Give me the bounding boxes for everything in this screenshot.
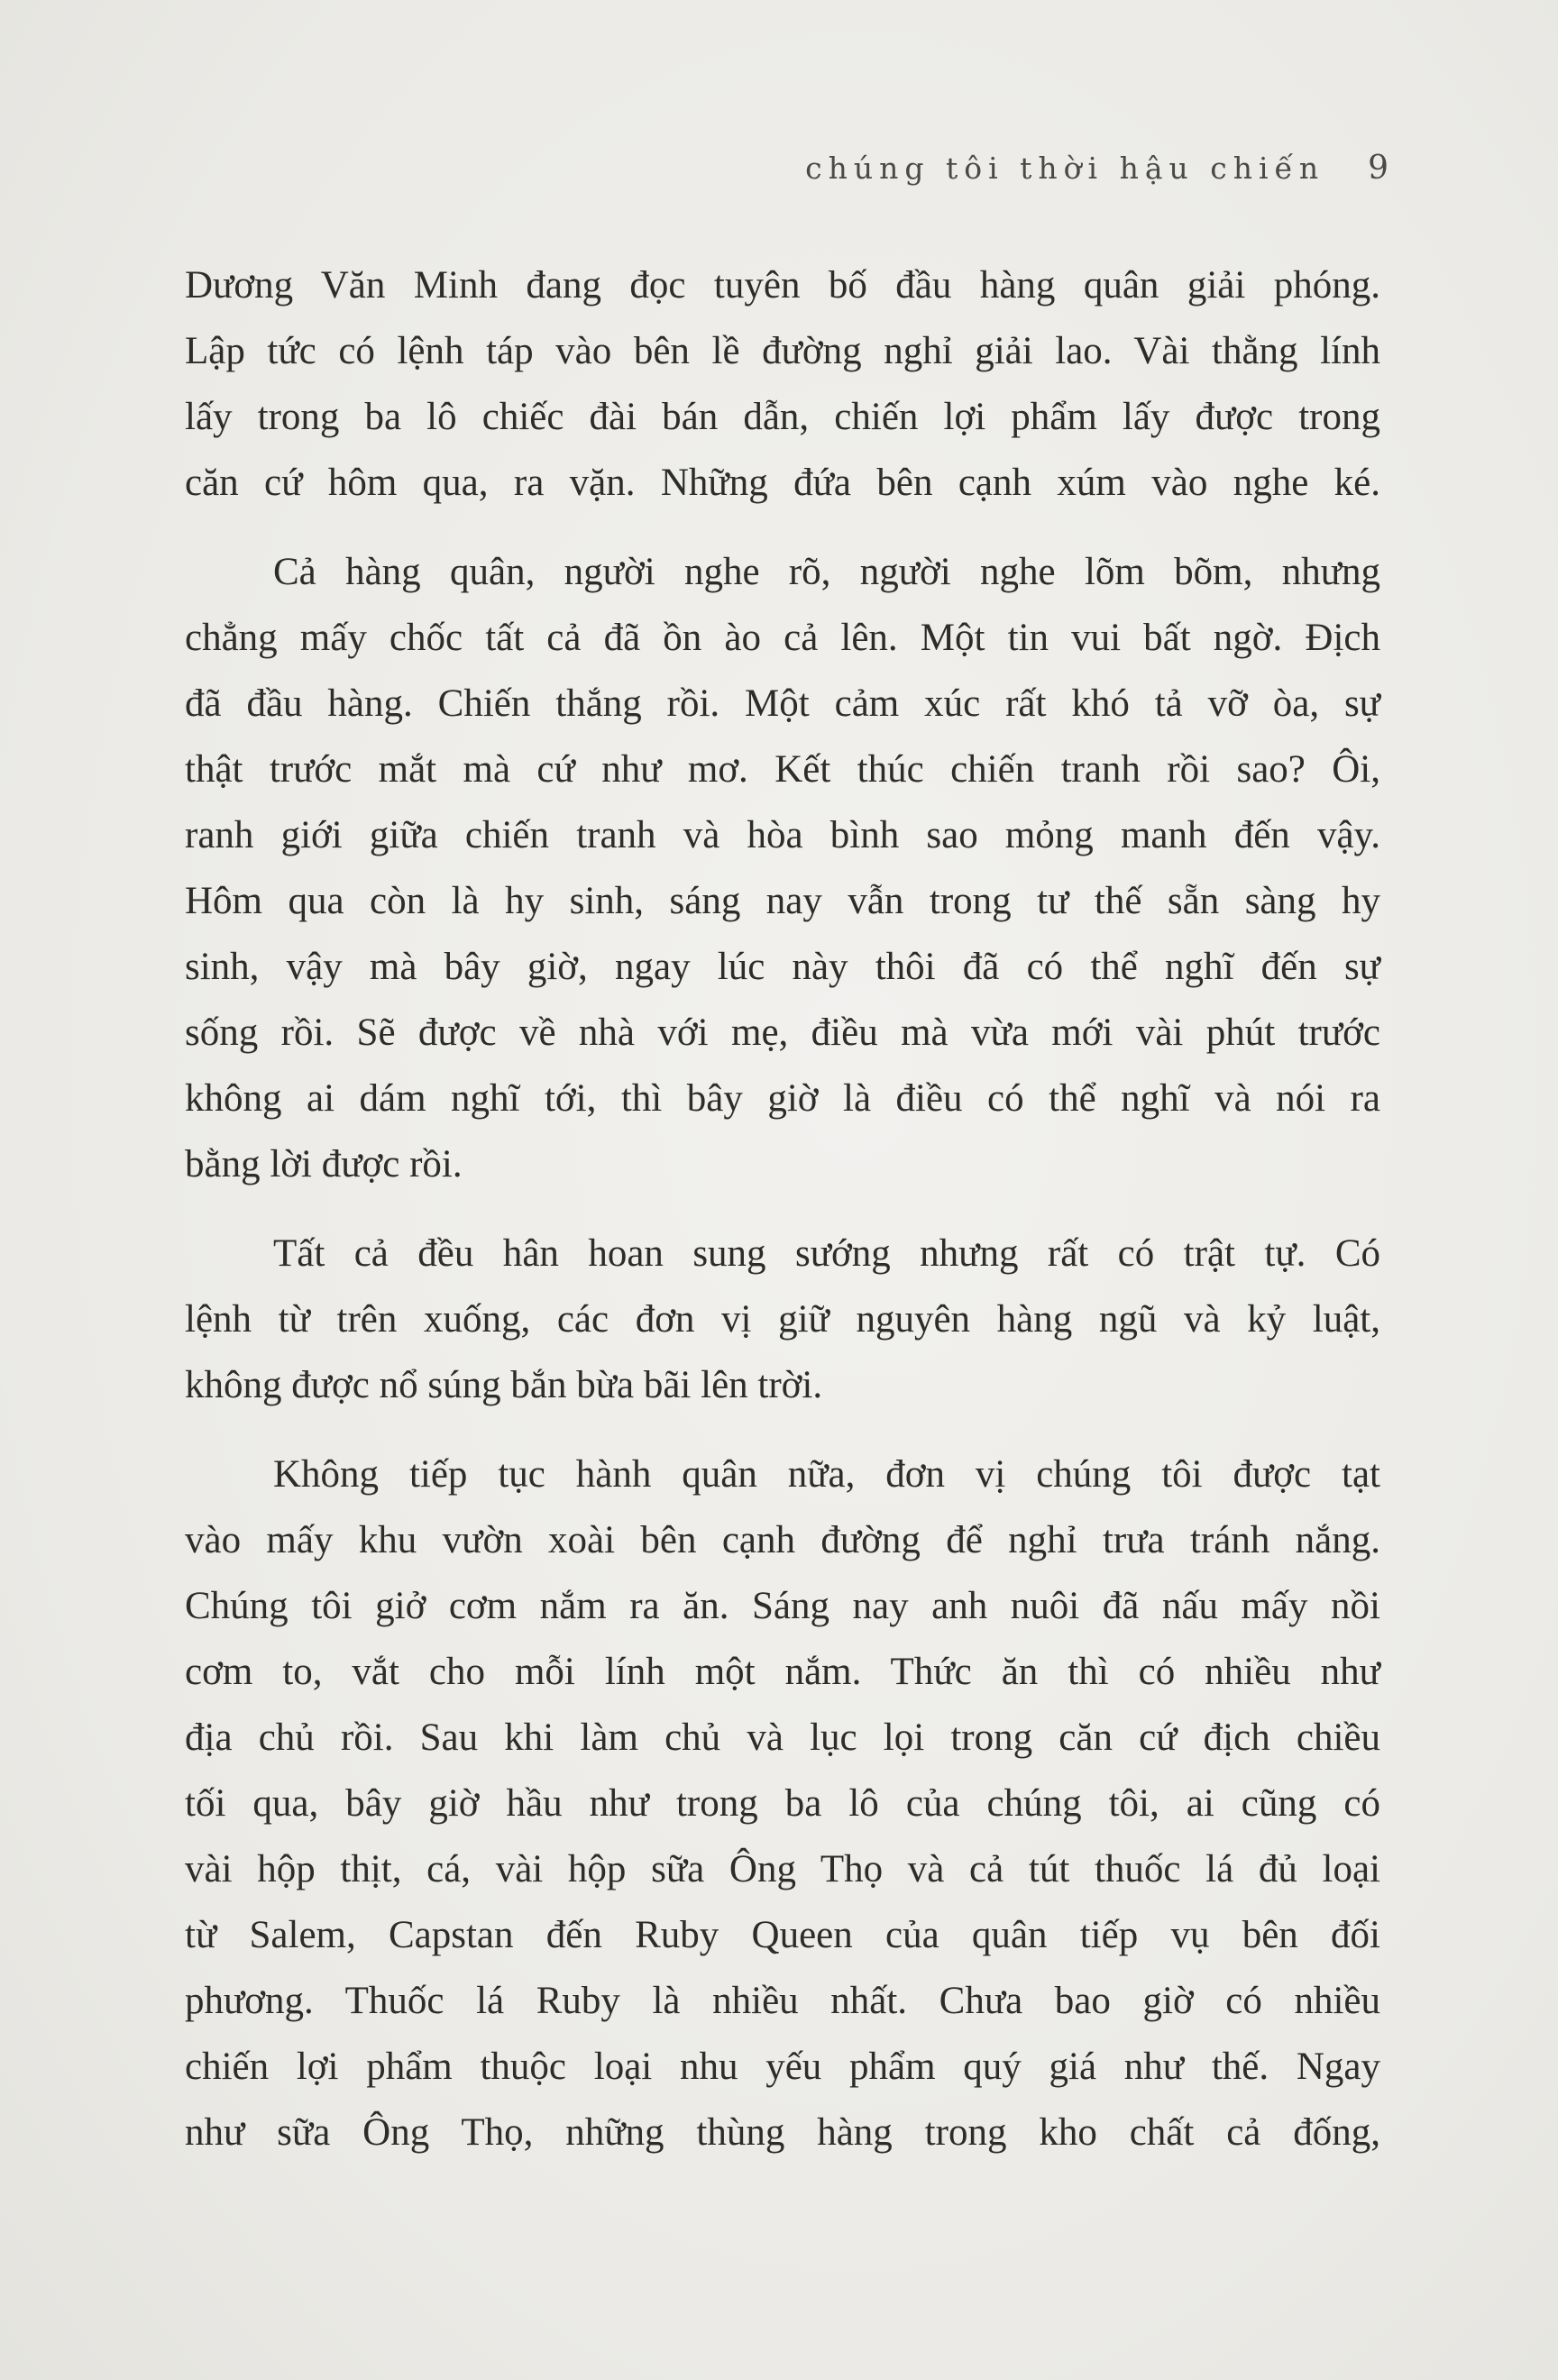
text-line: vài hộp thịt, cá, vài hộp sữa Ông Thọ và cả tút thuốc lá đủ loại: [185, 1848, 1380, 1890]
text-line: lệnh từ trên xuống, các đơn vị giữ nguyên hàng ngũ và kỷ luật,: [185, 1298, 1380, 1341]
text-line: sinh, vậy mà bây giờ, ngay lúc này thôi đã có thể nghĩ đến sự: [185, 946, 1380, 988]
text-line: sống rồi. Sẽ được về nhà với mẹ, điều mà vừa mới vài phút trước: [185, 1012, 1380, 1054]
text-line: phương. Thuốc lá Ruby là nhiều nhất. Chưa bao giờ có nhiều: [185, 1980, 1380, 2022]
page-number: 9: [1368, 150, 1388, 187]
text-line: địa chủ rồi. Sau khi làm chủ và lục lọi trong căn cứ địch chiều: [185, 1716, 1380, 1759]
text-line: không ai dám nghĩ tới, thì bây giờ là điều có thể nghĩ và nói ra: [185, 1077, 1380, 1120]
paragraph-4: [185, 1442, 1380, 2165]
text-line: Cả hàng quân, người nghe rõ, người nghe lõm bõm, nhưng: [273, 551, 1380, 593]
text-line: ranh giới giữa chiến tranh và hòa bình sao mỏng manh đến vậy.: [185, 814, 1380, 856]
running-head: [703, 150, 1388, 204]
text-line: Lập tức có lệnh táp vào bên lề đường nghỉ giải lao. Vài thằng lính: [185, 330, 1380, 372]
text-line: chiến lợi phẩm thuộc loại nhu yếu phẩm quý giá như thế. Ngay: [185, 2046, 1380, 2088]
text-line: bằng lời được rồi.: [185, 1143, 463, 1185]
paragraph-3: [185, 1221, 1380, 1418]
text-line: không được nổ súng bắn bừa bãi lên trời.: [185, 1364, 823, 1406]
text-line: căn cứ hôm qua, ra vặn. Những đứa bên cạnh xúm vào nghe ké.: [185, 462, 1380, 504]
text-line: vào mấy khu vườn xoài bên cạnh đường để nghỉ trưa tránh nắng.: [185, 1519, 1380, 1561]
paragraph-2: [185, 539, 1380, 1197]
paragraph-1: [185, 252, 1380, 516]
body-text: [185, 252, 1380, 2189]
text-line: tối qua, bây giờ hầu như trong ba lô của chúng tôi, ai cũng có: [185, 1782, 1380, 1825]
text-line: từ Salem, Capstan đến Ruby Queen của quân tiếp vụ bên đối: [185, 1914, 1380, 1956]
text-line: Tất cả đều hân hoan sung sướng nhưng rất có trật tự. Có: [273, 1232, 1380, 1275]
text-line: Chúng tôi giở cơm nắm ra ăn. Sáng nay anh nuôi đã nấu mấy nồi: [185, 1585, 1380, 1627]
text-line: Hôm qua còn là hy sinh, sáng nay vẫn trong tư thế sẵn sàng hy: [185, 880, 1380, 922]
running-title: chúng tôi thời hậu chiến: [805, 151, 1325, 186]
text-line: như sữa Ông Thọ, những thùng hàng trong kho chất cả đống,: [185, 2111, 1380, 2154]
text-line: Dương Văn Minh đang đọc tuyên bố đầu hàng quân giải phóng.: [185, 264, 1380, 307]
text-line: cơm to, vắt cho mỗi lính một nắm. Thức ăn thì có nhiều như: [185, 1651, 1380, 1693]
text-line: Không tiếp tục hành quân nữa, đơn vị chúng tôi được tạt: [273, 1453, 1380, 1496]
text-line: lấy trong ba lô chiếc đài bán dẫn, chiến lợi phẩm lấy được trong: [185, 396, 1380, 438]
text-line: thật trước mắt mà cứ như mơ. Kết thúc chiến tranh rồi sao? Ôi,: [185, 748, 1380, 791]
text-line: đã đầu hàng. Chiến thắng rồi. Một cảm xúc rất khó tả vỡ òa, sự: [185, 682, 1380, 725]
text-line: chẳng mấy chốc tất cả đã ồn ào cả lên. Một tin vui bất ngờ. Địch: [185, 617, 1380, 659]
